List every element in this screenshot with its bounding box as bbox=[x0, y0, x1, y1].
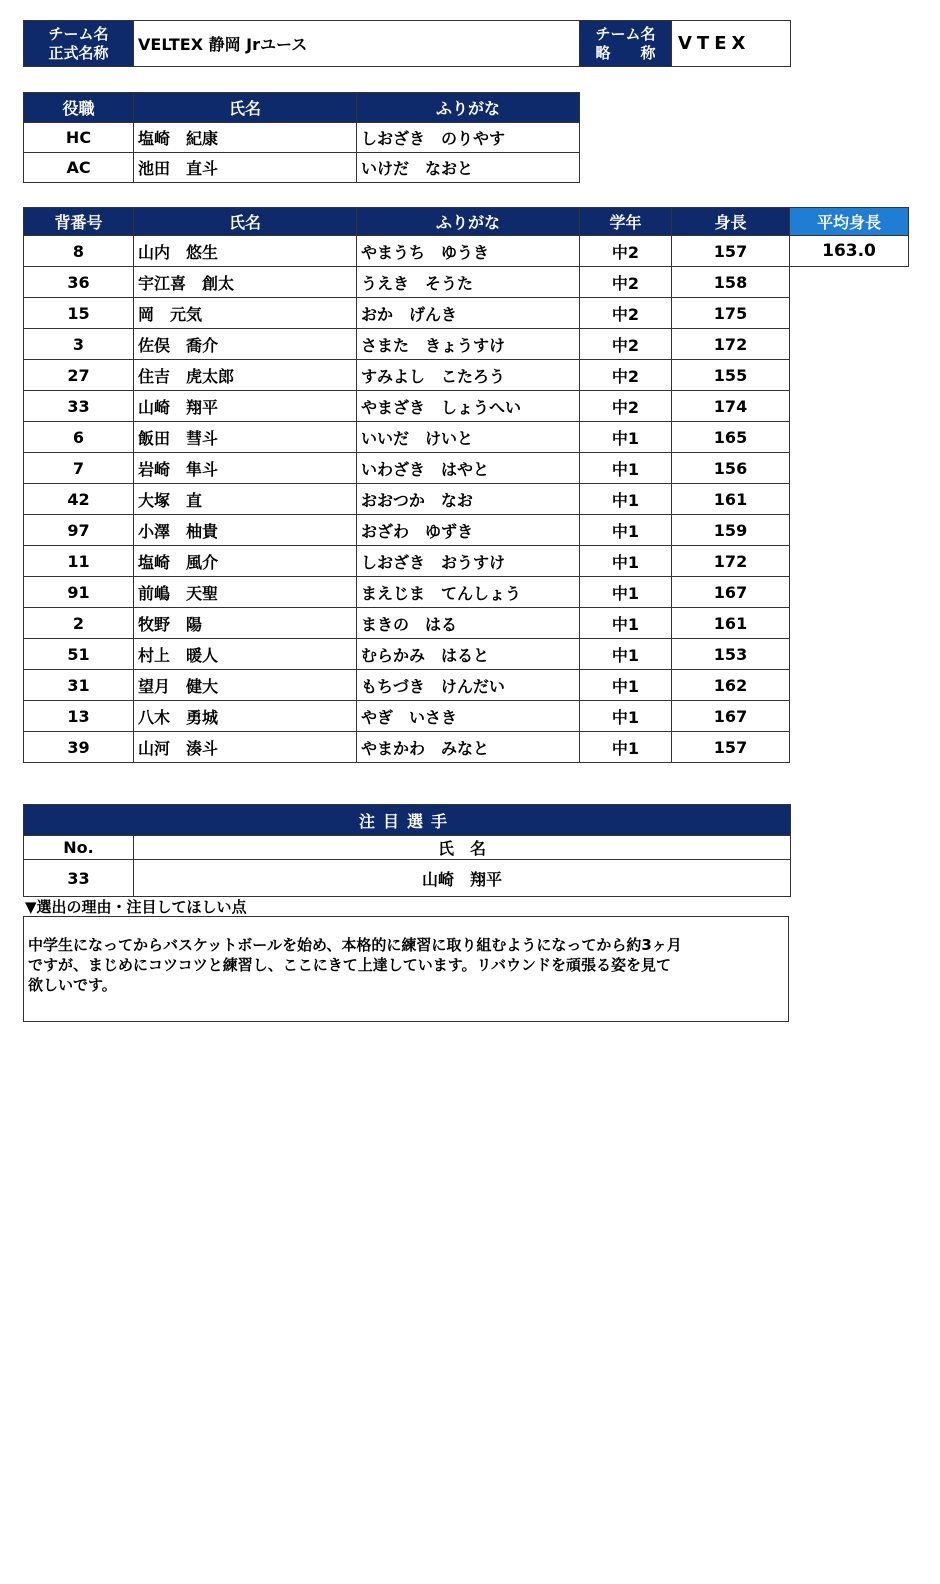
players-table bbox=[23, 207, 909, 763]
player-grade: 中1 bbox=[580, 546, 672, 577]
staff-kana: いけだ なおと bbox=[357, 153, 580, 183]
player-grade: 中2 bbox=[580, 360, 672, 391]
staff-table bbox=[23, 92, 580, 183]
empty-cell bbox=[790, 577, 909, 608]
player-height: 175 bbox=[672, 298, 790, 329]
player-number: 51 bbox=[24, 639, 134, 670]
player-height: 157 bbox=[672, 732, 790, 763]
staff-row bbox=[24, 123, 580, 153]
featured-name-value: 山崎 翔平 bbox=[134, 860, 791, 897]
player-row bbox=[24, 484, 909, 515]
player-row bbox=[24, 329, 909, 360]
player-row bbox=[24, 360, 909, 391]
empty-cell bbox=[790, 360, 909, 391]
player-name: 塩崎 風介 bbox=[134, 546, 357, 577]
average-height-value: 163.0 bbox=[790, 236, 909, 267]
players-header-grade: 学年 bbox=[580, 208, 672, 236]
player-grade: 中2 bbox=[580, 329, 672, 360]
player-height: 167 bbox=[672, 701, 790, 732]
featured-title: 注目選手 bbox=[24, 805, 791, 836]
player-name: 村上 暖人 bbox=[134, 639, 357, 670]
player-row bbox=[24, 701, 909, 732]
player-grade: 中1 bbox=[580, 732, 672, 763]
featured-label-row bbox=[24, 836, 791, 860]
player-number: 31 bbox=[24, 670, 134, 701]
player-grade: 中2 bbox=[580, 267, 672, 298]
empty-cell bbox=[790, 391, 909, 422]
player-kana: もちづき けんだい bbox=[357, 670, 580, 701]
player-height: 161 bbox=[672, 484, 790, 515]
player-kana: やまうち ゆうき bbox=[357, 236, 580, 267]
featured-no-value: 33 bbox=[24, 860, 134, 897]
featured-player-table bbox=[23, 804, 791, 897]
player-row bbox=[24, 298, 909, 329]
staff-role: AC bbox=[24, 153, 134, 183]
player-row bbox=[24, 422, 909, 453]
player-grade: 中1 bbox=[580, 701, 672, 732]
player-number: 91 bbox=[24, 577, 134, 608]
player-grade: 中1 bbox=[580, 577, 672, 608]
empty-cell bbox=[790, 639, 909, 670]
player-kana: おか げんき bbox=[357, 298, 580, 329]
featured-value-row bbox=[24, 860, 791, 897]
player-grade: 中1 bbox=[580, 515, 672, 546]
player-name: 八木 勇城 bbox=[134, 701, 357, 732]
player-row bbox=[24, 453, 909, 484]
player-row bbox=[24, 267, 909, 298]
player-name: 山内 悠生 bbox=[134, 236, 357, 267]
team-header-table bbox=[23, 20, 791, 67]
featured-title-row bbox=[24, 805, 791, 836]
player-grade: 中1 bbox=[580, 608, 672, 639]
players-header-height: 身長 bbox=[672, 208, 790, 236]
player-height: 159 bbox=[672, 515, 790, 546]
player-height: 156 bbox=[672, 453, 790, 484]
player-grade: 中1 bbox=[580, 484, 672, 515]
player-number: 33 bbox=[24, 391, 134, 422]
player-grade: 中1 bbox=[580, 453, 672, 484]
player-kana: いいだ けいと bbox=[357, 422, 580, 453]
player-height: 157 bbox=[672, 236, 790, 267]
abbr-name-label bbox=[580, 21, 672, 67]
players-header-no: 背番号 bbox=[24, 208, 134, 236]
empty-cell bbox=[790, 484, 909, 515]
player-height: 161 bbox=[672, 608, 790, 639]
player-kana: むらかみ はると bbox=[357, 639, 580, 670]
players-header-kana: ふりがな bbox=[357, 208, 580, 236]
player-row bbox=[24, 608, 909, 639]
staff-role: HC bbox=[24, 123, 134, 153]
empty-cell bbox=[790, 670, 909, 701]
player-row bbox=[24, 732, 909, 763]
player-name: 佐俣 喬介 bbox=[134, 329, 357, 360]
official-name-value: VELTEX 静岡 Jrユース bbox=[134, 21, 580, 67]
players-header-name: 氏名 bbox=[134, 208, 357, 236]
player-row bbox=[24, 670, 909, 701]
player-kana: まえじま てんしょう bbox=[357, 577, 580, 608]
player-number: 2 bbox=[24, 608, 134, 639]
empty-cell bbox=[790, 329, 909, 360]
empty-cell bbox=[790, 546, 909, 577]
player-grade: 中2 bbox=[580, 236, 672, 267]
player-height: 172 bbox=[672, 546, 790, 577]
empty-cell bbox=[790, 267, 909, 298]
team-header-row bbox=[24, 21, 791, 67]
staff-header-row bbox=[24, 93, 580, 123]
player-grade: 中1 bbox=[580, 422, 672, 453]
player-kana: おおつか なお bbox=[357, 484, 580, 515]
staff-header-role: 役職 bbox=[24, 93, 134, 123]
player-number: 3 bbox=[24, 329, 134, 360]
player-name: 山崎 翔平 bbox=[134, 391, 357, 422]
player-number: 39 bbox=[24, 732, 134, 763]
average-height-header: 平均身長 bbox=[790, 208, 909, 236]
player-name: 小澤 柚貴 bbox=[134, 515, 357, 546]
player-kana: しおざき おうすけ bbox=[357, 546, 580, 577]
player-number: 27 bbox=[24, 360, 134, 391]
player-grade: 中1 bbox=[580, 670, 672, 701]
player-height: 162 bbox=[672, 670, 790, 701]
player-row bbox=[24, 391, 909, 422]
player-row bbox=[24, 236, 909, 267]
player-name: 山河 湊斗 bbox=[134, 732, 357, 763]
player-kana: おざわ ゆずき bbox=[357, 515, 580, 546]
staff-row bbox=[24, 153, 580, 183]
player-kana: いわざき はやと bbox=[357, 453, 580, 484]
player-grade: 中2 bbox=[580, 298, 672, 329]
empty-cell bbox=[790, 515, 909, 546]
player-height: 155 bbox=[672, 360, 790, 391]
player-number: 13 bbox=[24, 701, 134, 732]
player-name: 岡 元気 bbox=[134, 298, 357, 329]
empty-cell bbox=[790, 453, 909, 484]
players-header-row bbox=[24, 208, 909, 236]
player-name: 飯田 彗斗 bbox=[134, 422, 357, 453]
abbr-name-label-line2: 略 称 bbox=[595, 43, 656, 62]
official-name-label-line1: チーム名 bbox=[48, 24, 109, 43]
player-name: 望月 健大 bbox=[134, 670, 357, 701]
reason-title: ▼選出の理由・注目してほしい点 bbox=[25, 898, 247, 916]
player-number: 7 bbox=[24, 453, 134, 484]
player-row bbox=[24, 639, 909, 670]
abbr-name-label-line1: チーム名 bbox=[595, 24, 656, 43]
player-row bbox=[24, 546, 909, 577]
player-height: 174 bbox=[672, 391, 790, 422]
staff-name: 塩崎 紀康 bbox=[134, 123, 357, 153]
player-height: 172 bbox=[672, 329, 790, 360]
player-kana: まきの はる bbox=[357, 608, 580, 639]
player-grade: 中2 bbox=[580, 391, 672, 422]
player-number: 42 bbox=[24, 484, 134, 515]
player-number: 11 bbox=[24, 546, 134, 577]
player-height: 158 bbox=[672, 267, 790, 298]
player-number: 8 bbox=[24, 236, 134, 267]
player-row bbox=[24, 577, 909, 608]
player-number: 36 bbox=[24, 267, 134, 298]
player-height: 165 bbox=[672, 422, 790, 453]
player-name: 宇江喜 創太 bbox=[134, 267, 357, 298]
staff-name: 池田 直斗 bbox=[134, 153, 357, 183]
player-grade: 中1 bbox=[580, 639, 672, 670]
player-row bbox=[24, 515, 909, 546]
empty-cell bbox=[790, 608, 909, 639]
player-name: 大塚 直 bbox=[134, 484, 357, 515]
player-kana: すみよし こたろう bbox=[357, 360, 580, 391]
player-kana: さまた きょうすけ bbox=[357, 329, 580, 360]
staff-body bbox=[24, 123, 580, 183]
player-name: 岩崎 隼斗 bbox=[134, 453, 357, 484]
players-body bbox=[24, 236, 909, 763]
staff-kana: しおざき のりやす bbox=[357, 123, 580, 153]
featured-name-label: 氏 名 bbox=[134, 836, 791, 860]
player-kana: やまかわ みなと bbox=[357, 732, 580, 763]
reason-box bbox=[23, 916, 789, 1022]
player-kana: うえき そうた bbox=[357, 267, 580, 298]
player-name: 住吉 虎太郎 bbox=[134, 360, 357, 391]
official-name-label-line2: 正式名称 bbox=[48, 43, 109, 62]
player-number: 97 bbox=[24, 515, 134, 546]
reason-line: 中学生になってからバスケットボールを始め、本格的に練習に取り組むようになってから約3ヶ月 bbox=[28, 936, 682, 954]
empty-cell bbox=[790, 422, 909, 453]
featured-no-label: No. bbox=[24, 836, 134, 860]
empty-cell bbox=[790, 298, 909, 329]
player-height: 167 bbox=[672, 577, 790, 608]
player-height: 153 bbox=[672, 639, 790, 670]
player-number: 6 bbox=[24, 422, 134, 453]
reason-line: ですが、まじめにコツコツと練習し、ここにきて上達しています。リバウンドを頑張る姿を見て bbox=[28, 956, 672, 974]
staff-header-name: 氏名 bbox=[134, 93, 357, 123]
empty-cell bbox=[790, 701, 909, 732]
official-name-label bbox=[24, 21, 134, 67]
empty-cell bbox=[790, 732, 909, 763]
reason-line: 欲しいです。 bbox=[28, 976, 117, 994]
player-name: 牧野 陽 bbox=[134, 608, 357, 639]
player-name: 前嶋 天聖 bbox=[134, 577, 357, 608]
player-kana: やまざき しょうへい bbox=[357, 391, 580, 422]
staff-header-kana: ふりがな bbox=[357, 93, 580, 123]
abbr-name-value: VTEX bbox=[672, 21, 791, 67]
player-kana: やぎ いさき bbox=[357, 701, 580, 732]
player-number: 15 bbox=[24, 298, 134, 329]
